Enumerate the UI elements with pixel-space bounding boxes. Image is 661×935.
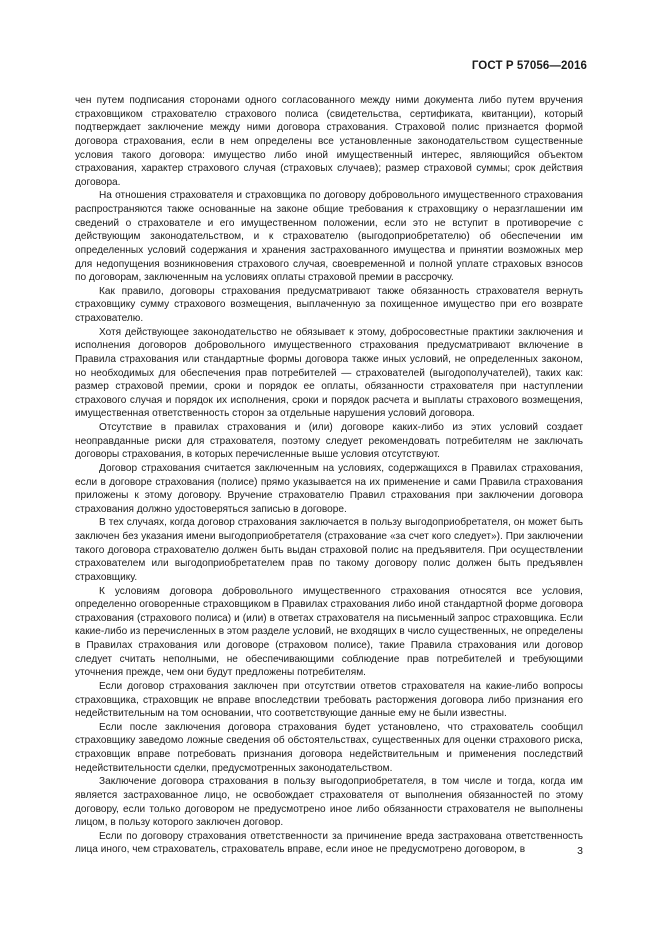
page-number: 3 [577, 845, 583, 857]
paragraph-1: чен путем подписания сторонами одного согласованного между ними документа либо путем вручения страховщиком страхователю страхового полиса (свидетельства, сертификата, квитанции), который подтверждает заключение между ними договора страхования. Страховой полис признается формой договора страхования, если в нем определены все установленные законодательством существенные условия такого договора: имущество либо иной имущественный интерес, являющийся объектом страхования, характер страхового случая (страховых случаев); размер страховой суммы; срок действия договора. [75, 95, 583, 188]
document-body [75, 94, 583, 857]
paragraph-3: Как правило, договоры страхования предусматривают также обязанность страхователя вернуть страховщику сумму страхового возмещения, выплаченную за похищенное имущество при его возврате страхователю. [75, 285, 583, 324]
standard-header: ГОСТ Р 57056—2016 [471, 60, 587, 72]
paragraph-7: В тех случаях, когда договор страхования заключается в пользу выгодоприобретателя, он может быть заключен без указания имени выгодоприобретателя (страхование «за счет кого следует»). При заключении такого договора страхователю должен быть выдан страховой полис на предъявителя. При осуществлении страхователем или выгодоприобретателем прав по такому договору полис должен быть предъявлен страховщику. [75, 517, 583, 583]
paragraph-5: Отсутствие в правилах страхования и (или) договоре каких-либо из этих условий создает неоправданные риски для страхователя, поэтому следует рекомендовать потребителям не заключать договоры страхования, в которых перечисленные выше условия отсутствуют. [75, 422, 583, 461]
paragraph-2: На отношения страхователя и страховщика по договору добровольного имущественного страхования распространяются также основанные на законе общие требования к страховщику о неразглашении им сведений о страхователе и его имущественном положении, если это не вступит в противоречие с действующим законодательством, и к страхователю (выгодоприобретателю) об обеспечении им определенных условий содержания и хранения застрахованного имущества и принятии возможных мер для недопущения возникновения страхового случая, своевременной и полной уплате страховых взносов по договорам, заключенным на условиях оплаты страховой премии в рассрочку. [75, 190, 583, 284]
paragraph-6: Договор страхования считается заключенным на условиях, содержащихся в Правилах страхования, если в договоре страхования (полисе) прямо указывается на их применение и сами Правила страхования приложены к этому договору. Вручение страхователю Правил страхования при заключении договора страхования должно удостоверяться записью в договоре. [75, 462, 583, 515]
paragraph-4: Хотя действующее законодательство не обязывает к этому, добросовестные практики заключения и исполнения договоров добровольного имущественного страхования предусматривают включение в Правила страхования или стандартные формы договора также иных условий, не определенных законом, но необходимых для обеспечения прав потребителей — страхователей (выгодополучателей), таких как: размер страховой премии, сроки и порядок ее оплаты, обязанности страхователя при наступлении страхового случая и порядок их исполнения, сроки и порядок расчета и выплаты страхового возмещения, имущественная ответственность сторон за отдельные нарушения условий договора. [75, 326, 583, 420]
paragraph-12: Если по договору страхования ответственности за причинение вреда застрахована ответственность лица иного, чем страхователь, страхователь вправе, если иное не предусмотрено договором, в [75, 830, 583, 856]
paragraph-11: Заключение договора страхования в пользу выгодоприобретателя, в том числе и тогда, когда им является застрахованное лицо, не освобождает страхователя от выполнения обязанностей по этому договору, если только договором не предусмотрено иное либо обязанности страхователя не выполнены лицом, в пользу которого заключен договор. [75, 776, 583, 829]
paragraph-10: Если после заключения договора страхования будет установлено, что страхователь сообщил страховщику заведомо ложные сведения об обстоятельствах, существенных для оценки страхового риска, страховщик вправе потребовать признания договора недействительным и применения последствий недействительности сделки, предусмотренных законодательством. [75, 721, 583, 774]
paragraph-9: Если договор страхования заключен при отсутствии ответов страхователя на какие-либо вопросы страховщика, страховщик не вправе впоследствии требовать расторжения договора либо признания его недействительным на том основании, что соответствующие данные ему не были известны. [75, 680, 583, 720]
paragraph-8: К условиям договора добровольного имущественного страхования относятся все условия, определенно оговоренные страховщиком в Правилах страхования либо иной стандартной форме договора страхования (страхового полиса) и (или) в ответах страхователя на письменный запрос страховщика. Если какие-либо из перечисленных в этом разделе условий, не входящих в число существенных, не определены в Правилах страхования или договоре (страховом полисе), такие Правила страхования или договор следует считать неполными, не обеспечивающими соблюдение прав потребителей и требующими уточнения прежде, чем они будут предложены потребителям. [75, 585, 583, 679]
